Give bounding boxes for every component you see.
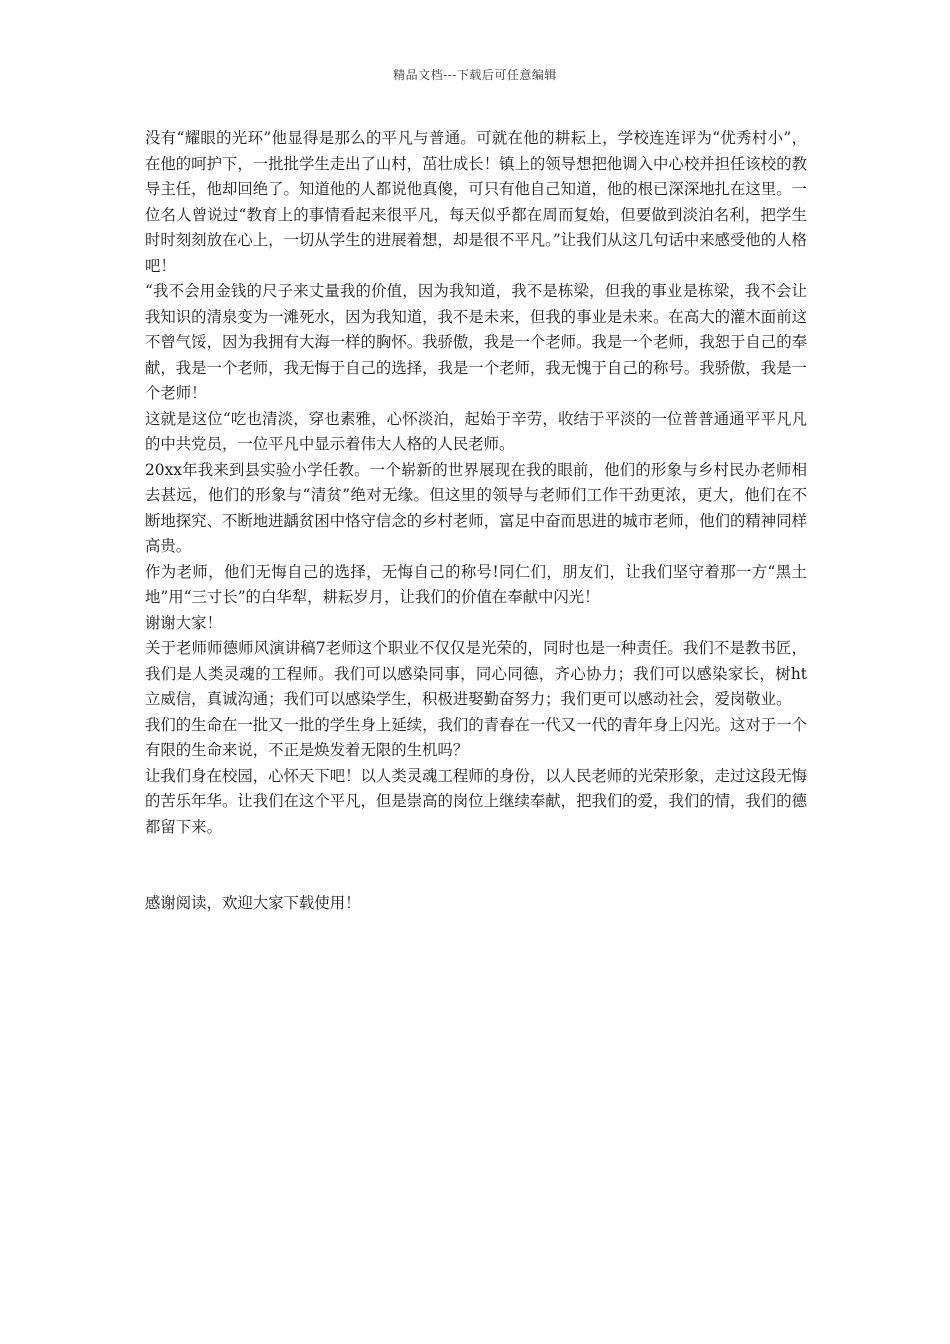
paragraph: 没有“耀眼的光环”他显得是那么的平凡与普通。可就在他的耕耘上，学校连连评为“优秀村小”，在他的呵护下，一批批学生走出了山村，茁壮成长！镇上的领导想把他调入中心校并担任该校的教导主任，他却回绝了。知道他的人都说他真傻，可只有他自己知道，他的根已深深地扎在这里。一位名人曾说过“教育上的事情看起来很平凡，每天似乎都在周而复始，但要做到淡泊名利，把学生时时刻刻放在心上，一切从学生的进展着想，却是很不平凡。”让我们从这几句话中来感受他的人格吧！ (145, 129, 807, 275)
paragraph: 让我们身在校园，心怀天下吧！以人类灵魂工程师的身份，以人民老师的光荣形象，走过这段无悔的苦乐年华。让我们在这个平凡，但是崇高的岗位上继续奉献，把我们的爱，我们的情，我们的德都留下来。 (145, 766, 807, 836)
document-body (145, 126, 807, 917)
paragraph: 我们的生命在一批又一批的学生身上延续，我们的青春在一代又一代的青年身上闪光。这对于一个有限的生命来说，不正是焕发着无限的生机吗？ (145, 715, 807, 759)
paragraph: “我不会用金钱的尺子来丈量我的价值，因为我知道，我不是栋梁，但我的事业是栋梁，我不会让我知识的清泉变为一滩死水，因为我知道，我不是未来，但我的事业是未来。在高大的灌木面前这不曾气馁，因为我拥有大海一样的胸怀。我骄傲，我是一个老师。我是一个老师，我恕于自己的奉献，我是一个老师，我无悔于自己的选择，我是一个老师，我无愧于自己的称号。我骄傲，我是一个老师！ (145, 282, 807, 402)
blank-space (145, 840, 807, 891)
paragraph: 关于老师师德师风演讲稿7老师这个职业不仅仅是光荣的，同时也是一种责任。我们不是教书匠，我们是人类灵魂的工程师。我们可以感染同事，同心同德，齐心协力；我们可以感染家长，树ht立威信，真诚沟通；我们可以感染学生，积极进娶勤奋努力；我们更可以感动社会，爱岗敬业。 (145, 639, 807, 708)
paragraph: 作为老师，他们无悔自己的选择，无悔自己的称号!同仁们，朋友们，让我们坚守着那一方“黑土地”用“三寸长”的白华犁，耕耘岁月，让我们的价值在奉献中闪光！ (145, 562, 807, 606)
page-header: 精品文档---下载后可任意编辑 (393, 68, 557, 82)
paragraph: 20xx年我来到县实验小学任教。一个崭新的世界展现在我的眼前，他们的形象与乡村民办老师相去甚远，他们的形象与“清贫”绝对无缘。但这里的领导与老师们工作干劲更浓，更大，他们在不断地探究、不断地进龋贫困中恪守信念的乡村老师，富足中奋而思进的城市老师，他们的精神同样高贵。 (145, 460, 807, 555)
paragraph: 这就是这位“吃也清淡，穿也素雅，心怀淡泊，起始于辛劳，收结于平淡的一位普普通通平平凡凡的中共党员，一位平凡中显示着伟大人格的人民老师。 (145, 409, 807, 453)
paragraph: 谢谢大家！ (145, 613, 222, 632)
closing-note: 感谢阅读，欢迎大家下载使用！ (145, 894, 361, 912)
